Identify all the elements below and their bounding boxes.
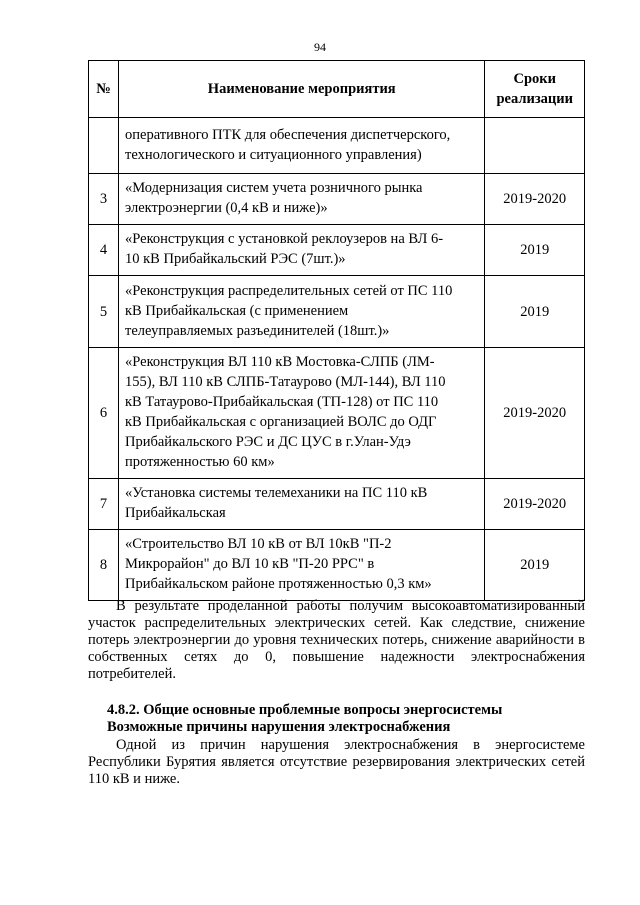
row-name-line: кВ Прибайкальская (с применением — [125, 302, 349, 319]
row-name — [119, 348, 485, 479]
header-term: Сроки реализации — [485, 61, 585, 118]
row-name-line: телеуправляемых разъединителей (18шт.)» — [125, 322, 390, 339]
table-row — [89, 118, 585, 174]
row-name-line: Прибайкальская — [125, 505, 226, 521]
table-row — [89, 348, 585, 479]
table-row — [89, 225, 585, 276]
row-term: 2019 — [485, 276, 585, 348]
row-name-line: Прибайкальского РЭС и ДС ЦУС в г.Улан-Удэ — [125, 434, 411, 450]
row-name — [119, 479, 485, 530]
header-number: № — [89, 61, 119, 118]
row-name-line: 10 кВ Прибайкальский РЭС (7шт.)» — [125, 251, 346, 267]
section-heading: 4.8.2. Общие основные проблемные вопросы энергосистемы — [107, 702, 503, 718]
row-name — [119, 276, 485, 348]
page-number: 94 — [314, 40, 326, 54]
row-name-line: Прибайкальском районе протяженностью 0,3 км» — [125, 576, 432, 592]
header-name: Наименование мероприятия — [119, 61, 485, 118]
row-number — [89, 118, 119, 174]
row-name-line: оперативного ПТК для обеспечения диспетчерского, — [125, 126, 451, 143]
table-row — [89, 174, 585, 225]
measures-table — [88, 60, 585, 601]
row-name-line: Микрорайон" до ВЛ 10 кВ "П-20 РРС" в — [125, 556, 375, 572]
row-term: 2019-2020 — [485, 174, 585, 225]
row-name-line: кВ Татаурово-Прибайкальская (ТП-128) от ПС 110 — [125, 394, 439, 410]
row-term: 2019 — [485, 225, 585, 276]
causes-paragraph: Одной из причин нарушения электроснабжения в энергосистеме Республики Бурятия является отсутствие резервирования электрических сетей 110 кВ и ниже. — [88, 737, 585, 787]
row-name-line: кВ Прибайкальская с организацией ВОЛС до ОДГ — [125, 414, 437, 430]
row-name-line: протяженностью 60 км» — [125, 454, 275, 470]
row-number: 7 — [89, 479, 119, 530]
row-name-line: технологического и ситуационного управления) — [125, 146, 422, 163]
row-number: 5 — [89, 276, 119, 348]
result-paragraph: В результате проделанной работы получим высокоавтоматизированный участок распределительных электрических сетей. Как следствие, снижение потерь электроэнергии до уровня технических потерь, снижение аварийности в собственных сетях до 0, повышение надежности электроснабжения потребителей. — [88, 598, 585, 682]
table-header-row — [89, 61, 585, 118]
row-term — [485, 118, 585, 174]
row-term: 2019-2020 — [485, 348, 585, 479]
row-name-line: «Реконструкция с установкой реклоузеров на ВЛ 6- — [125, 231, 444, 247]
row-name-line: «Реконструкция распределительных сетей от ПС 110 — [125, 282, 453, 299]
row-name-line: электроэнергии (0,4 кВ и ниже)» — [125, 200, 328, 216]
row-name-line: 155), ВЛ 110 кВ СЛПБ-Татаурово (МЛ-144), ВЛ 110 — [125, 374, 446, 390]
row-number: 8 — [89, 530, 119, 601]
row-name-line: «Строительство ВЛ 10 кВ от ВЛ 10кВ "П-2 — [125, 536, 392, 552]
table-row — [89, 530, 585, 601]
row-name — [119, 225, 485, 276]
section-subheading: Возможные причины нарушения электроснабжения — [107, 719, 451, 735]
row-name-line: «Установка системы телемеханики на ПС 110 кВ — [125, 485, 428, 501]
table-row — [89, 276, 585, 348]
row-name-line: «Реконструкция ВЛ 110 кВ Мостовка-СЛПБ (ЛМ- — [125, 354, 435, 370]
row-name — [119, 174, 485, 225]
row-name-line: «Модернизация систем учета розничного рынка — [125, 180, 423, 196]
row-number: 6 — [89, 348, 119, 479]
row-number: 4 — [89, 225, 119, 276]
row-name — [119, 530, 485, 601]
row-term: 2019-2020 — [485, 479, 585, 530]
row-name — [119, 118, 485, 174]
table-row — [89, 479, 585, 530]
row-number: 3 — [89, 174, 119, 225]
row-term: 2019 — [485, 530, 585, 601]
